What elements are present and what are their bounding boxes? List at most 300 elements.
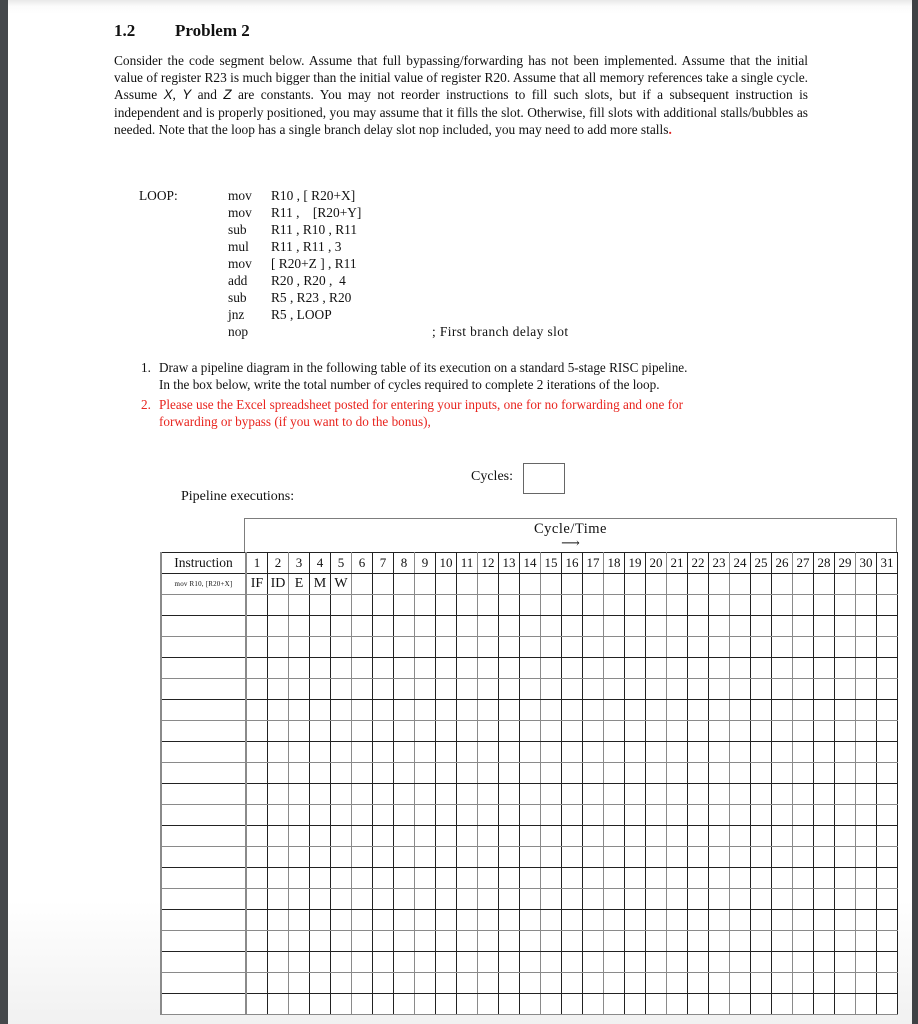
stage-cell[interactable] [310,658,331,679]
stage-cell[interactable] [436,889,457,910]
stage-cell[interactable] [730,721,751,742]
stage-cell[interactable] [856,616,877,637]
stage-cell[interactable] [373,973,394,994]
stage-cell[interactable] [457,805,478,826]
instruction-cell[interactable] [161,931,246,952]
stage-cell[interactable] [688,847,709,868]
stage-cell[interactable] [835,931,856,952]
stage-cell[interactable] [499,973,520,994]
stage-cell[interactable] [877,847,898,868]
stage-cell[interactable] [415,721,436,742]
stage-cell[interactable] [394,616,415,637]
stage-cell[interactable] [394,700,415,721]
stage-cell[interactable] [268,721,289,742]
stage-cell[interactable] [331,805,352,826]
stage-cell[interactable] [415,616,436,637]
stage-cell[interactable] [667,931,688,952]
stage-cell[interactable] [499,931,520,952]
stage-cell[interactable] [709,763,730,784]
stage-cell[interactable] [604,973,625,994]
stage-cell[interactable] [373,805,394,826]
stage-cell[interactable] [772,868,793,889]
stage-cell[interactable] [352,931,373,952]
stage-cell[interactable] [394,868,415,889]
stage-cell[interactable] [310,994,331,1015]
stage-cell[interactable] [856,973,877,994]
stage-cell[interactable] [373,763,394,784]
stage-cell[interactable] [583,700,604,721]
stage-cell[interactable] [730,595,751,616]
stage-cell[interactable] [604,679,625,700]
stage-cell[interactable] [415,889,436,910]
stage-cell[interactable] [268,910,289,931]
stage-cell[interactable] [541,826,562,847]
stage-cell[interactable] [583,763,604,784]
stage-cell[interactable] [436,910,457,931]
stage-cell[interactable] [688,805,709,826]
stage-cell[interactable] [562,952,583,973]
instruction-cell[interactable] [161,595,246,616]
stage-cell[interactable] [646,658,667,679]
stage-cell[interactable] [751,595,772,616]
stage-cell[interactable] [562,637,583,658]
stage-cell[interactable] [331,952,352,973]
stage-cell[interactable] [814,574,835,595]
stage-cell[interactable] [835,973,856,994]
stage-cell[interactable] [415,679,436,700]
stage-cell[interactable] [415,784,436,805]
stage-cell[interactable] [667,595,688,616]
stage-cell[interactable] [646,742,667,763]
stage-cell[interactable] [730,826,751,847]
stage-cell[interactable] [394,679,415,700]
stage-cell[interactable] [457,826,478,847]
stage-cell[interactable] [688,679,709,700]
stage-cell[interactable] [772,784,793,805]
stage-cell[interactable] [772,826,793,847]
stage-cell[interactable] [730,574,751,595]
stage-cell[interactable] [835,763,856,784]
stage-cell[interactable] [268,847,289,868]
stage-cell[interactable] [709,700,730,721]
stage-cell[interactable] [793,742,814,763]
stage-cell[interactable] [331,784,352,805]
stage-cell[interactable] [541,868,562,889]
stage-cell[interactable] [646,931,667,952]
stage-cell[interactable] [436,952,457,973]
stage-cell[interactable] [835,952,856,973]
stage-cell[interactable] [246,700,268,721]
stage-cell[interactable] [667,658,688,679]
stage-cell[interactable] [310,931,331,952]
stage-cell[interactable] [268,595,289,616]
stage-cell[interactable] [310,700,331,721]
stage-cell[interactable] [499,574,520,595]
stage-cell[interactable] [436,658,457,679]
stage-cell[interactable] [289,616,310,637]
stage-cell[interactable] [646,721,667,742]
stage-cell[interactable] [246,868,268,889]
stage-cell[interactable] [667,910,688,931]
stage-cell[interactable] [667,805,688,826]
stage-cell[interactable] [541,847,562,868]
stage-cell[interactable] [478,805,499,826]
stage-cell[interactable] [352,700,373,721]
stage-cell[interactable] [604,637,625,658]
stage-cell[interactable] [625,784,646,805]
stage-cell[interactable] [835,658,856,679]
stage-cell[interactable] [246,910,268,931]
stage-cell[interactable] [856,700,877,721]
stage-cell[interactable] [730,889,751,910]
stage-cell[interactable] [541,889,562,910]
stage-cell[interactable] [499,889,520,910]
stage-cell[interactable] [751,994,772,1015]
stage-cell[interactable] [583,994,604,1015]
stage-cell[interactable] [310,952,331,973]
instruction-cell[interactable] [161,721,246,742]
stage-cell[interactable] [625,847,646,868]
stage-cell[interactable] [604,931,625,952]
cycles-answer-box[interactable] [523,463,565,494]
stage-cell[interactable] [667,784,688,805]
stage-cell[interactable] [793,574,814,595]
stage-cell[interactable] [709,952,730,973]
stage-cell[interactable] [583,742,604,763]
stage-cell[interactable] [394,994,415,1015]
stage-cell[interactable] [709,868,730,889]
stage-cell[interactable] [373,595,394,616]
stage-cell[interactable] [499,952,520,973]
stage-cell[interactable] [373,574,394,595]
stage-cell[interactable] [688,973,709,994]
stage-cell[interactable] [331,973,352,994]
stage-cell[interactable] [688,574,709,595]
stage-cell[interactable] [310,973,331,994]
stage-cell[interactable] [667,826,688,847]
stage-cell[interactable] [562,616,583,637]
stage-cell[interactable] [793,826,814,847]
stage-cell[interactable] [667,952,688,973]
stage-cell[interactable] [835,826,856,847]
instruction-cell[interactable] [161,973,246,994]
stage-cell[interactable] [436,784,457,805]
stage-cell[interactable] [499,595,520,616]
stage-cell[interactable] [604,595,625,616]
stage-cell[interactable] [499,847,520,868]
stage-cell[interactable] [688,826,709,847]
stage-cell[interactable] [856,595,877,616]
stage-cell[interactable] [436,616,457,637]
stage-cell[interactable] [751,616,772,637]
stage-cell[interactable] [583,973,604,994]
stage-cell[interactable] [520,805,541,826]
stage-cell[interactable] [289,973,310,994]
stage-cell[interactable] [457,889,478,910]
stage-cell[interactable] [646,847,667,868]
stage-cell[interactable] [877,910,898,931]
stage-cell[interactable] [478,826,499,847]
stage-cell[interactable] [625,973,646,994]
stage-cell[interactable] [268,805,289,826]
stage-cell[interactable] [457,784,478,805]
stage-cell[interactable] [772,889,793,910]
stage-cell[interactable] [814,658,835,679]
stage-cell[interactable] [877,679,898,700]
stage-cell[interactable] [772,637,793,658]
stage-cell[interactable] [835,910,856,931]
stage-cell[interactable] [604,868,625,889]
stage-cell[interactable] [268,952,289,973]
stage-cell[interactable] [310,910,331,931]
stage-cell[interactable] [877,721,898,742]
stage-cell[interactable] [856,952,877,973]
stage-cell[interactable] [331,826,352,847]
instruction-cell[interactable] [161,826,246,847]
instruction-cell[interactable] [161,994,246,1015]
stage-cell[interactable] [667,721,688,742]
stage-cell[interactable] [772,742,793,763]
stage-cell[interactable] [268,973,289,994]
stage-cell[interactable] [520,595,541,616]
stage-cell[interactable] [541,679,562,700]
stage-cell[interactable] [457,847,478,868]
stage-cell[interactable] [730,931,751,952]
stage-cell[interactable] [415,763,436,784]
stage-cell[interactable] [520,826,541,847]
stage-cell[interactable] [751,637,772,658]
stage-cell[interactable] [520,889,541,910]
stage-cell[interactable] [730,805,751,826]
stage-cell[interactable] [520,679,541,700]
stage-cell[interactable] [604,805,625,826]
stage-cell[interactable] [478,784,499,805]
stage-cell[interactable] [583,784,604,805]
stage-cell[interactable] [835,994,856,1015]
stage-cell[interactable] [499,637,520,658]
stage-cell[interactable] [289,826,310,847]
stage-cell[interactable] [604,910,625,931]
stage-cell[interactable] [856,994,877,1015]
stage-cell[interactable] [772,805,793,826]
stage-cell[interactable] [352,973,373,994]
stage-cell[interactable] [394,952,415,973]
instruction-cell[interactable] [161,742,246,763]
stage-cell[interactable] [751,721,772,742]
stage-cell[interactable] [772,994,793,1015]
stage-cell[interactable] [877,637,898,658]
stage-cell[interactable] [478,994,499,1015]
stage-cell[interactable] [772,847,793,868]
stage-cell[interactable] [730,868,751,889]
stage-cell[interactable] [352,721,373,742]
stage-cell[interactable] [646,616,667,637]
stage-cell[interactable] [457,910,478,931]
stage-cell[interactable] [877,973,898,994]
stage-cell[interactable] [373,847,394,868]
stage-cell[interactable] [520,742,541,763]
stage-cell[interactable] [436,847,457,868]
stage-cell[interactable] [352,616,373,637]
stage-cell[interactable] [709,973,730,994]
stage-cell[interactable] [436,700,457,721]
stage-cell[interactable]: E [289,574,310,595]
stage-cell[interactable] [667,742,688,763]
stage-cell[interactable] [583,637,604,658]
stage-cell[interactable] [877,574,898,595]
stage-cell[interactable] [310,805,331,826]
stage-cell[interactable] [331,679,352,700]
stage-cell[interactable] [877,658,898,679]
stage-cell[interactable] [415,994,436,1015]
stage-cell[interactable] [835,637,856,658]
instruction-cell[interactable] [161,700,246,721]
stage-cell[interactable] [478,763,499,784]
stage-cell[interactable] [394,931,415,952]
stage-cell[interactable] [352,784,373,805]
stage-cell[interactable] [520,658,541,679]
stage-cell[interactable] [352,574,373,595]
stage-cell[interactable] [688,763,709,784]
stage-cell[interactable] [268,889,289,910]
stage-cell[interactable] [814,889,835,910]
stage-cell[interactable] [246,658,268,679]
stage-cell[interactable] [814,637,835,658]
stage-cell[interactable] [856,847,877,868]
stage-cell[interactable] [268,868,289,889]
stage-cell[interactable] [394,826,415,847]
stage-cell[interactable] [520,763,541,784]
stage-cell[interactable] [541,973,562,994]
stage-cell[interactable] [751,658,772,679]
stage-cell[interactable] [709,721,730,742]
stage-cell[interactable] [772,952,793,973]
stage-cell[interactable] [541,574,562,595]
stage-cell[interactable] [436,763,457,784]
stage-cell[interactable] [709,826,730,847]
stage-cell[interactable] [604,574,625,595]
stage-cell[interactable] [373,637,394,658]
stage-cell[interactable] [436,826,457,847]
stage-cell[interactable] [604,994,625,1015]
stage-cell[interactable] [646,637,667,658]
stage-cell[interactable] [604,700,625,721]
stage-cell[interactable] [394,763,415,784]
stage-cell[interactable] [499,658,520,679]
stage-cell[interactable] [436,574,457,595]
instruction-cell[interactable] [161,784,246,805]
stage-cell[interactable] [646,574,667,595]
stage-cell[interactable] [688,595,709,616]
stage-cell[interactable] [457,994,478,1015]
stage-cell[interactable] [457,595,478,616]
stage-cell[interactable] [373,679,394,700]
stage-cell[interactable] [352,658,373,679]
stage-cell[interactable] [478,931,499,952]
instruction-cell[interactable] [161,847,246,868]
stage-cell[interactable] [331,910,352,931]
stage-cell[interactable] [877,616,898,637]
stage-cell[interactable] [604,742,625,763]
stage-cell[interactable] [331,889,352,910]
stage-cell[interactable] [289,637,310,658]
stage-cell[interactable] [646,994,667,1015]
stage-cell[interactable] [331,721,352,742]
stage-cell[interactable] [268,616,289,637]
stage-cell[interactable] [688,700,709,721]
stage-cell[interactable] [625,910,646,931]
stage-cell[interactable] [331,742,352,763]
stage-cell[interactable] [478,721,499,742]
stage-cell[interactable] [856,637,877,658]
stage-cell[interactable] [562,847,583,868]
stage-cell[interactable] [352,595,373,616]
stage-cell[interactable] [856,721,877,742]
stage-cell[interactable] [793,763,814,784]
stage-cell[interactable] [772,910,793,931]
stage-cell[interactable] [709,658,730,679]
stage-cell[interactable] [667,994,688,1015]
stage-cell[interactable] [268,637,289,658]
stage-cell[interactable] [793,910,814,931]
stage-cell[interactable] [436,679,457,700]
stage-cell[interactable] [415,742,436,763]
stage-cell[interactable] [793,847,814,868]
stage-cell[interactable] [583,910,604,931]
stage-cell[interactable] [373,721,394,742]
stage-cell[interactable] [646,826,667,847]
stage-cell[interactable] [520,721,541,742]
stage-cell[interactable] [478,910,499,931]
stage-cell[interactable] [751,910,772,931]
stage-cell[interactable] [667,868,688,889]
stage-cell[interactable] [373,742,394,763]
instruction-cell[interactable] [161,889,246,910]
stage-cell[interactable] [730,994,751,1015]
stage-cell[interactable] [688,637,709,658]
stage-cell[interactable] [246,931,268,952]
stage-cell[interactable] [625,763,646,784]
stage-cell[interactable] [373,952,394,973]
stage-cell[interactable] [246,952,268,973]
stage-cell[interactable] [688,910,709,931]
stage-cell[interactable] [268,700,289,721]
stage-cell[interactable] [709,679,730,700]
stage-cell[interactable] [730,952,751,973]
stage-cell[interactable] [541,805,562,826]
stage-cell[interactable] [730,784,751,805]
stage-cell[interactable] [562,973,583,994]
instruction-cell[interactable] [161,805,246,826]
stage-cell[interactable] [730,973,751,994]
stage-cell[interactable] [352,763,373,784]
stage-cell[interactable] [246,784,268,805]
stage-cell[interactable] [709,889,730,910]
stage-cell[interactable] [415,910,436,931]
stage-cell[interactable] [856,679,877,700]
stage-cell[interactable] [310,763,331,784]
stage-cell[interactable] [814,826,835,847]
stage-cell[interactable] [772,721,793,742]
stage-cell[interactable] [583,658,604,679]
stage-cell[interactable] [331,595,352,616]
stage-cell[interactable] [415,574,436,595]
stage-cell[interactable] [814,994,835,1015]
stage-cell[interactable] [246,616,268,637]
stage-cell[interactable] [541,595,562,616]
stage-cell[interactable] [877,784,898,805]
stage-cell[interactable] [730,742,751,763]
